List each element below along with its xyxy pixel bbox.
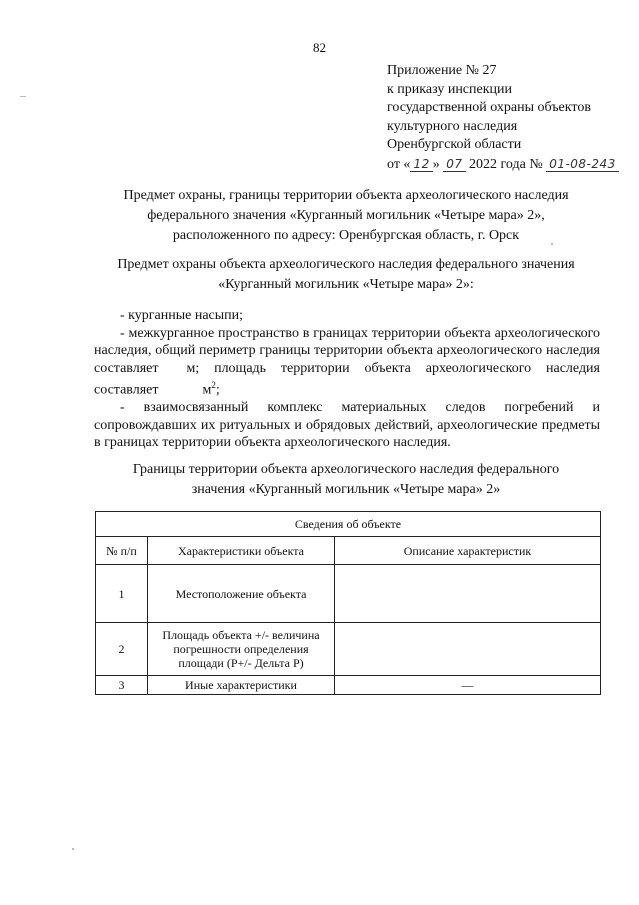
row-characteristic: Площадь объекта +/- величина погрешности определения площади (P+/- Дельта P) (148, 623, 335, 676)
row-description (335, 565, 601, 623)
column-header: № п/п (96, 537, 148, 565)
handwritten-order-number: 01-08-243 (546, 157, 619, 172)
object-info-table (95, 511, 601, 695)
appendix-line: государственной охраны объектов (387, 100, 591, 116)
scan-artifact (20, 96, 26, 97)
column-header: Характеристики объекта (148, 537, 335, 565)
row-description (335, 623, 601, 676)
list-item: - взаимосвязанный комплекс материальных следов погребений и сопровождавших их ритуальных и обрядовых действий, археологические предметы в границах территории объекта археологического наследия. (94, 400, 600, 451)
page-number: 82 (313, 40, 326, 55)
document-title: Предмет охраны, границы территории объекта археологического наследия федерального значения «Курганный могильник «Четыре мара» 2», расположенного по адресу: Оренбургская область, г. Орск (123, 188, 569, 243)
scan-artifact (551, 243, 553, 245)
order-date-line: от « 12 » 07 2022 года № 01-08-243 (387, 155, 632, 175)
row-number: 1 (96, 565, 148, 623)
appendix-line: к приказу инспекции (387, 81, 513, 97)
table-row (96, 676, 601, 695)
column-header: Описание характеристик (335, 537, 601, 565)
list-item: - курганные насыпи; (120, 308, 244, 323)
row-number: 3 (96, 676, 148, 695)
appendix-line: Оренбургской области (387, 137, 522, 153)
appendix-line: культурного наследия (387, 118, 518, 134)
protection-subject-heading: Предмет охраны объекта археологического наследия федерального значения «Курганный могильник «Четыре мара» 2»: (117, 257, 575, 292)
table-row (96, 623, 601, 676)
table-caption: Сведения об объекте (96, 512, 601, 537)
boundaries-heading: Границы территории объекта археологического наследия федерального значения «Курганный могильник «Четыре мара» 2» (132, 462, 560, 497)
scan-artifact (72, 848, 74, 850)
protection-subject-list (94, 307, 600, 452)
row-characteristic: Иные характеристики (148, 676, 335, 695)
appendix-header (387, 62, 632, 175)
handwritten-day: 12 (410, 157, 432, 172)
row-number: 2 (96, 623, 148, 676)
appendix-line: Приложение № 27 (387, 63, 497, 78)
table-row (96, 565, 601, 623)
list-item: - межкурганное пространство в границах территории объекта археологического наследия, общий периметр границы территории объекта археологического наследия составляет м; площадь территории объекта археологического наследия составляет $м^2$; (94, 325, 600, 398)
row-description: — (335, 676, 601, 695)
handwritten-month: 07 (443, 157, 465, 172)
row-characteristic: Местоположение объекта (148, 565, 335, 623)
